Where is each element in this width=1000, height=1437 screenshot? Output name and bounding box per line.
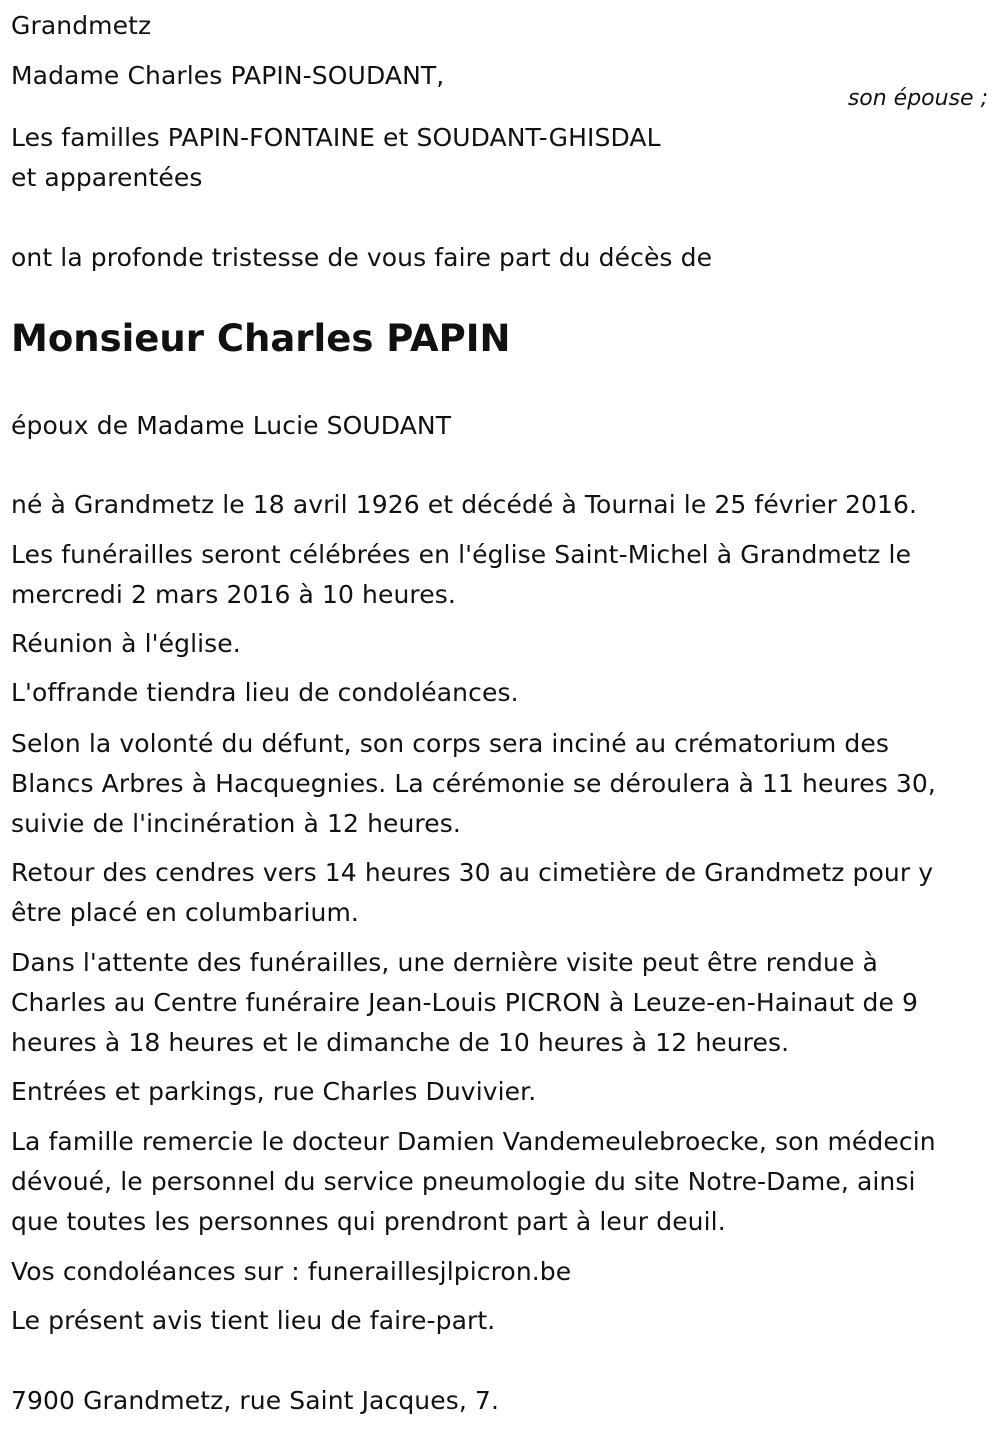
cremation-paragraph: [11, 724, 996, 844]
deceased-name: Monsieur Charles PAPIN: [11, 317, 511, 360]
funeral-paragraph: [11, 535, 996, 615]
parking-text: Entrées et parkings, rue Charles Duvivier.: [11, 1077, 537, 1106]
visit-line: Charles au Centre funéraire Jean-Louis PICRON à Leuze-en-Hainaut de 9: [11, 988, 918, 1017]
ashes-line: être placé en columbarium.: [11, 898, 359, 927]
thanks-line: que toutes les personnes qui prendront part à leur deuil.: [11, 1207, 726, 1236]
spouse-line: Madame Charles PAPIN-SOUDANT,: [11, 61, 445, 90]
address-text: 7900 Grandmetz, rue Saint Jacques, 7.: [11, 1386, 499, 1415]
announcement-text: ont la profonde tristesse de vous faire part du décès de: [11, 243, 713, 272]
spouse-role: son épouse ;: [847, 86, 988, 111]
ashes-paragraph: [11, 853, 996, 933]
meeting-text: Réunion à l'église.: [11, 629, 241, 658]
cremation-line: Selon la volonté du défunt, son corps sera inciné au crématorium des: [11, 729, 889, 758]
visit-line: Dans l'attente des funérailles, une dernière visite peut être rendue à: [11, 948, 878, 977]
visit-paragraph: [11, 943, 996, 1063]
birth-death-text: né à Grandmetz le 18 avril 1926 et décédé à Tournai le 25 février 2016.: [11, 490, 918, 519]
notice-text: Le présent avis tient lieu de faire-part.: [11, 1306, 496, 1335]
families-line-2: et apparentées: [11, 163, 203, 192]
funeral-line: mercredi 2 mars 2016 à 10 heures.: [11, 580, 456, 609]
spouse-of-text: époux de Madame Lucie SOUDANT: [11, 411, 452, 440]
thanks-line: dévoué, le personnel du service pneumologie du site Notre-Dame, ainsi: [11, 1167, 916, 1196]
location-heading: Grandmetz: [11, 11, 152, 40]
condolences-text: Vos condoléances sur : funeraillesjlpicron.be: [11, 1257, 572, 1286]
families-line-1: Les familles PAPIN-FONTAINE et SOUDANT-GHISDAL: [11, 123, 661, 152]
thanks-paragraph: [11, 1122, 996, 1242]
funeral-line: Les funérailles seront célébrées en l'église Saint-Michel à Grandmetz le: [11, 540, 912, 569]
thanks-line: La famille remercie le docteur Damien Vandemeulebroecke, son médecin: [11, 1127, 936, 1156]
visit-line: heures à 18 heures et le dimanche de 10 heures à 12 heures.: [11, 1028, 790, 1057]
cremation-line: suivie de l'incinération à 12 heures.: [11, 809, 461, 838]
ashes-line: Retour des cendres vers 14 heures 30 au cimetière de Grandmetz pour y: [11, 858, 934, 887]
offering-text: L'offrande tiendra lieu de condoléances.: [11, 678, 519, 707]
cremation-line: Blancs Arbres à Hacquegnies. La cérémonie se déroulera à 11 heures 30,: [11, 769, 936, 798]
